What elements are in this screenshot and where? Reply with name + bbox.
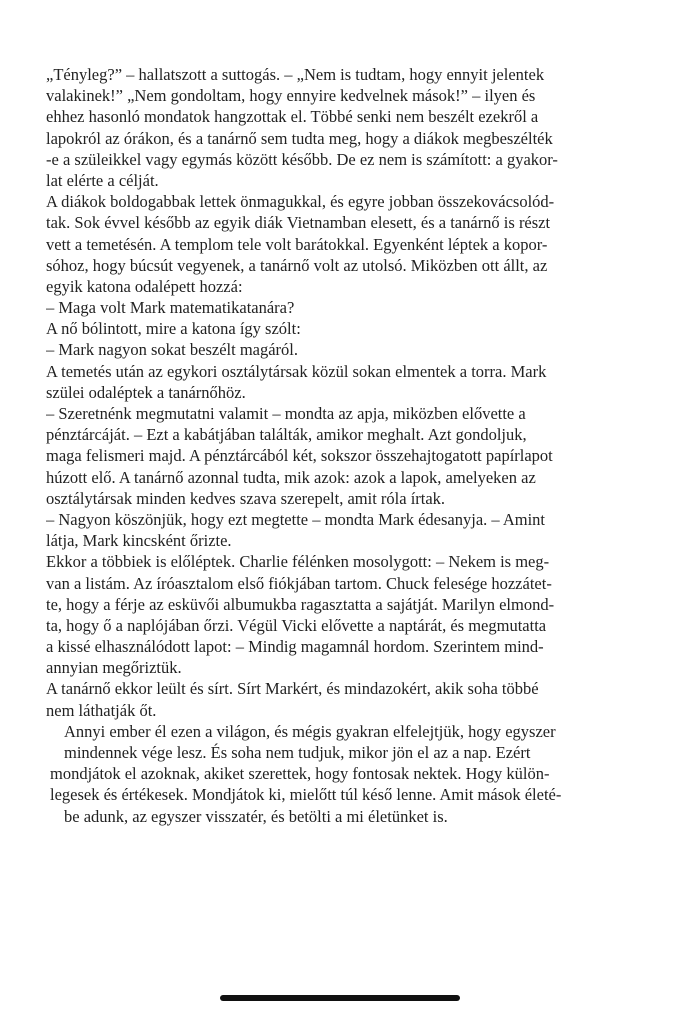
text-line: tak. Sok évvel később az egyik diák Vietnamban elesett, és a tanárnő is részt <box>46 213 551 233</box>
text-line: látja, Mark kincsként őrizte. <box>46 531 232 551</box>
text-line: – Szeretnénk megmutatni valamit – mondta az apja, miközben elővette a <box>46 404 526 423</box>
text-line: mindennek vége lesz. És soha nem tudjuk, mikor jön el az a nap. Ezért <box>64 743 531 762</box>
text-line: be adunk, az egyszer visszatér, és betölti a mi életünket is. <box>64 806 448 826</box>
text-line: lapokról az órákon, és a tanárnő sem tudta meg, hogy a diákok megbeszélték <box>46 128 553 148</box>
text-line: – Maga volt Mark matematikatanára? <box>46 298 295 318</box>
home-indicator[interactable] <box>220 995 460 1001</box>
text-line: Annyi ember él ezen a világon, és mégis gyakran elfelejtjük, hogy egyszer <box>64 721 556 741</box>
text-line: A temetés után az egykori osztálytársak közül sokan elmentek a torra. Mark <box>46 361 547 381</box>
text-line: húzott elő. A tanárnő azonnal tudta, mik azok: azok a lapok, amelyeken az <box>46 467 536 487</box>
text-line: nem láthatják őt. <box>46 700 157 720</box>
text-line: – Nagyon köszönjük, hogy ezt megtette – mondta Mark édesanyja. – Amint <box>46 509 546 529</box>
text-line: osztálytársak minden kedves szava szerepelt, amit róla írtak. <box>46 488 446 508</box>
text-line: annyian megőriztük. <box>46 658 182 678</box>
text-line: pénztárcáját. – Ezt a kabátjában találták, amikor meghalt. Azt gondoljuk, <box>46 425 527 445</box>
text-line: A tanárnő ekkor leült és sírt. Sírt Markért, és mindazokért, akik soha többé <box>46 679 539 699</box>
text-line: „Tényleg?” – hallatszott a suttogás. – „Nem is tudtam, hogy ennyit jelentek <box>46 65 545 84</box>
text-line: A diákok boldogabbak lettek önmagukkal, és egyre jobban összekovácsolód- <box>46 192 555 212</box>
text-line: szülei odaléptek a tanárnőhöz. <box>46 382 246 402</box>
text-line: A nő bólintott, mire a katona így szólt: <box>46 319 301 339</box>
text-line: -e a szüleikkel vagy egymás között később. De ez nem is számított: a gyakor- <box>46 149 558 169</box>
text-line: van a listám. Az íróasztalom első fiókjában tartom. Chuck felesége hozzátet- <box>46 573 552 593</box>
document-body <box>46 64 646 827</box>
text-line: legesek és értékesek. Mondjátok ki, mielőtt túl késő lenne. Amit mások életé- <box>50 785 562 805</box>
text-line: sóhoz, hogy búcsút vegyenek, a tanárnő volt az utolsó. Miközben ott állt, az <box>46 255 548 275</box>
text-line: ta, hogy ő a naplójában őrzi. Végül Vicki elővette a naptárát, és megmutatta <box>46 615 547 635</box>
text-line: Ekkor a többiek is előléptek. Charlie félénken mosolygott: – Nekem is meg- <box>46 552 550 572</box>
text-line: valakinek!” „Nem gondoltam, hogy ennyire kedvelnek mások!” – ilyen és <box>46 86 536 106</box>
text-line: lat elérte a célját. <box>46 170 159 190</box>
text-line: egyik katona odalépett hozzá: <box>46 276 243 296</box>
text-line: a kissé elhasználódott lapot: – Mindig magamnál hordom. Szerintem mind- <box>46 637 544 657</box>
text-line: vett a temetésén. A templom tele volt barátokkal. Egyenként léptek a kopor- <box>46 234 548 254</box>
text-line: ehhez hasonló mondatok hangzottak el. Többé senki nem beszélt ezekről a <box>46 107 539 127</box>
text-line: – Mark nagyon sokat beszélt magáról. <box>46 340 299 360</box>
text-line: te, hogy a férje az esküvői albumukba ragasztatta a sajátját. Marilyn elmond- <box>46 594 555 614</box>
text-line: maga felismeri majd. A pénztárcából két, sokszor összehajtogatott papírlapot <box>46 446 553 466</box>
text-line: mondjátok el azoknak, akiket szerettek, hogy fontosak nektek. Hogy külön- <box>50 764 550 784</box>
